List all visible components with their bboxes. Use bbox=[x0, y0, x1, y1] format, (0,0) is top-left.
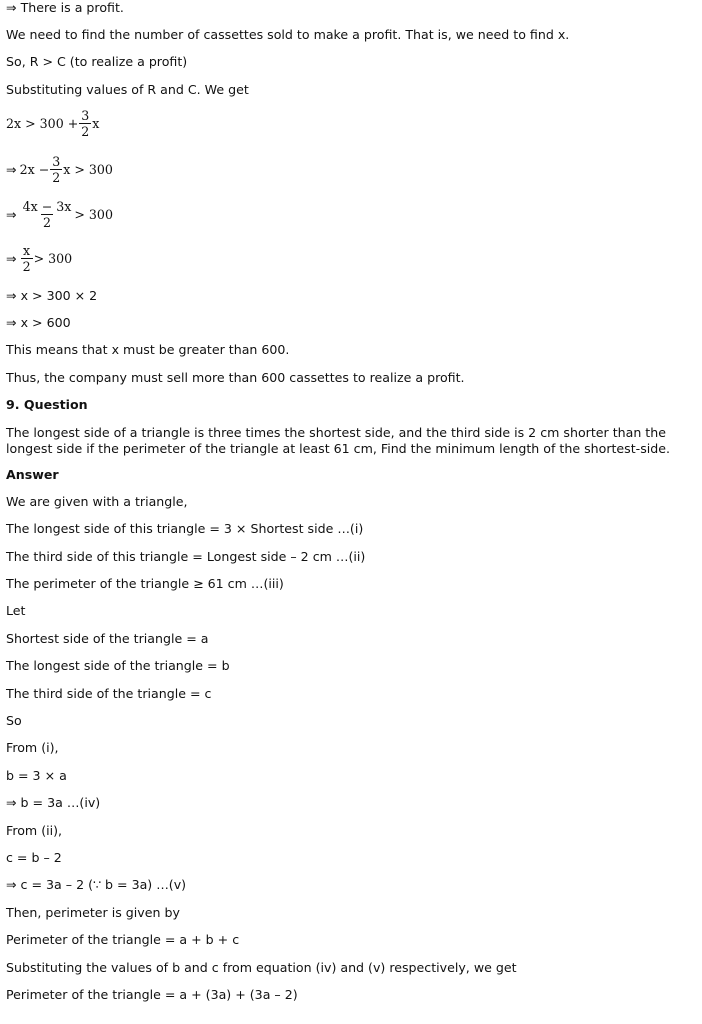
answer-line: Perimeter of the triangle = a + b + c bbox=[6, 932, 240, 947]
answer-line: We are given with a triangle, bbox=[6, 494, 188, 509]
answer-line: The perimeter of the triangle ≥ 61 cm …(iii) bbox=[6, 576, 284, 591]
answer-line: c = b – 2 bbox=[6, 850, 62, 865]
implies-arrow: ⇒ bbox=[6, 207, 17, 222]
intro-line-4: Substituting values of R and C. We get bbox=[6, 82, 249, 97]
implies-arrow: ⇒ bbox=[6, 315, 17, 330]
answer-line: ⇒ c = 3a – 2 (∵ b = 3a) …(v) bbox=[6, 877, 187, 892]
intro-line-2: We need to find the number of cassettes sold to make a profit. That is, we need to find x. bbox=[6, 27, 570, 42]
implies-arrow: ⇒ bbox=[6, 288, 17, 303]
equation-1: 2x > 300 + $\frac{3}{2}$ x bbox=[6, 108, 100, 139]
step-line-8: Thus, the company must sell more than 600 cassettes to realize a profit. bbox=[6, 370, 465, 385]
question-text: The longest side of a triangle is three times the shortest side, and the third side is 2 cm shorter than the longest side if the perimeter of the triangle at least 61 cm, Find the minimum length of the shortest-side. bbox=[6, 425, 671, 456]
answer-line: b = 3 × a bbox=[6, 768, 67, 783]
question-heading: 9. Question bbox=[6, 397, 88, 412]
step-line-6: ⇒ x > 600 bbox=[6, 315, 71, 330]
answer-line: ⇒ b = 3a …(iv) bbox=[6, 795, 101, 810]
implies-arrow: ⇒ bbox=[6, 0, 17, 15]
fraction: $\frac{4x - 3x}{2}$ bbox=[22, 199, 72, 230]
step-line-7: This means that x must be greater than 600. bbox=[6, 342, 290, 357]
intro-line-1: ⇒ There is a profit. bbox=[6, 0, 124, 15]
implies-arrow: ⇒ bbox=[6, 251, 17, 266]
equation-4: ⇒ $\frac{x}{2}$ > 300 bbox=[6, 243, 73, 274]
intro-line-3: So, R > C (to realize a profit) bbox=[6, 54, 188, 69]
answer-line: Perimeter of the triangle = a + (3a) + (3a – 2) bbox=[6, 987, 298, 1002]
equation-2: ⇒ 2x − $\frac{3}{2}$ x > 300 bbox=[6, 154, 113, 185]
answer-line: The longest side of the triangle = b bbox=[6, 658, 230, 673]
answer-line: From (i), bbox=[6, 740, 59, 755]
answer-line: Substituting the values of b and c from equation (iv) and (v) respectively, we get bbox=[6, 960, 517, 975]
answer-line: Let bbox=[6, 603, 26, 618]
answer-line: From (ii), bbox=[6, 823, 63, 838]
equation-3: ⇒ $\frac{4x - 3x}{2}$ > 300 bbox=[6, 199, 113, 230]
fraction: $\frac{3}{2}$ bbox=[81, 108, 90, 139]
implies-arrow: ⇒ bbox=[6, 162, 17, 177]
answer-line: The third side of this triangle = Longest side – 2 cm …(ii) bbox=[6, 549, 366, 564]
answer-line: The longest side of this triangle = 3 × Shortest side …(i) bbox=[6, 521, 364, 536]
fraction: $\frac{x}{2}$ bbox=[22, 243, 31, 274]
answer-line: The third side of the triangle = c bbox=[6, 686, 212, 701]
answer-line: Then, perimeter is given by bbox=[6, 905, 180, 920]
fraction: $\frac{3}{2}$ bbox=[52, 154, 61, 185]
answer-line: So bbox=[6, 713, 22, 728]
step-line-5: ⇒ x > 300 × 2 bbox=[6, 288, 98, 303]
answer-line: Shortest side of the triangle = a bbox=[6, 631, 209, 646]
answer-heading: Answer bbox=[6, 467, 59, 482]
